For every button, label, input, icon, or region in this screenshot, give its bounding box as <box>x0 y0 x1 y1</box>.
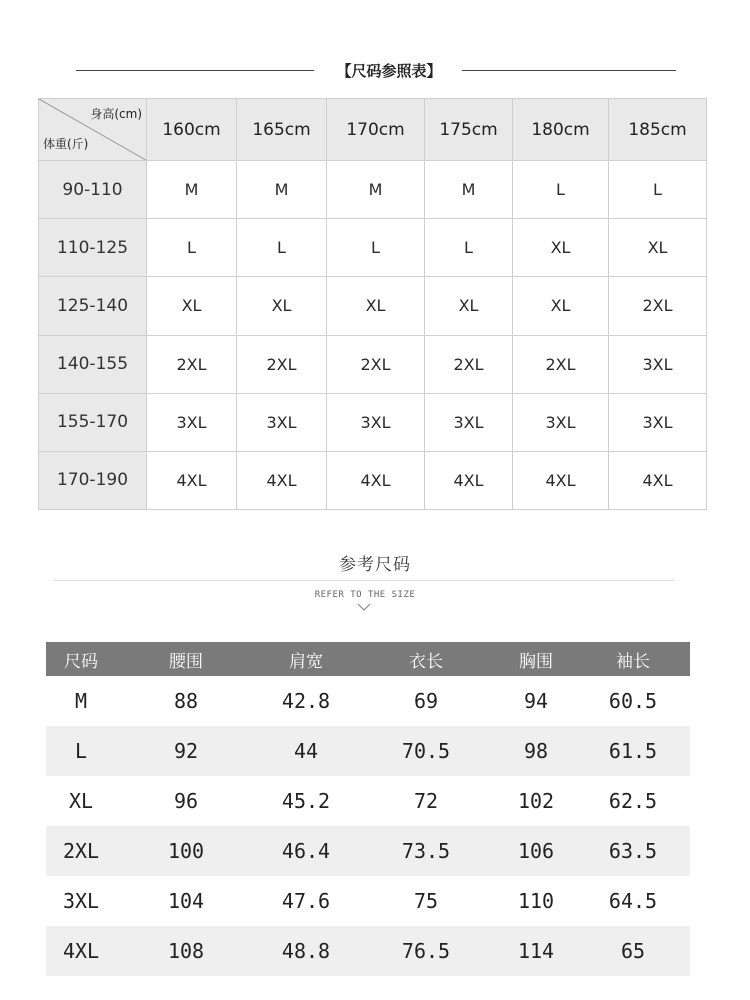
size-cell: M <box>327 161 425 219</box>
size-reference-table <box>38 98 707 510</box>
chest-value: 102 <box>517 789 555 813</box>
size-cell: XL <box>237 277 327 335</box>
waist-value: 88 <box>173 689 199 713</box>
length-value: 72 <box>413 789 439 813</box>
height-axis-label: 身高(cm) <box>90 107 142 121</box>
reference-size-title: 参考尺码 <box>339 555 411 575</box>
length-value: 70.5 <box>401 739 451 763</box>
size-cell: 2XL <box>237 335 327 393</box>
length-value: 75 <box>413 889 439 913</box>
size-cell: XL <box>513 277 609 335</box>
chest-value: 106 <box>517 839 555 863</box>
size-cell: 3XL <box>425 393 513 451</box>
size-cell: 2XL <box>609 277 707 335</box>
size-cell: L <box>147 219 237 277</box>
size-cell: 3XL <box>609 335 707 393</box>
table-row <box>46 826 690 876</box>
title-divider-right <box>462 70 676 71</box>
size-cell: 4XL <box>513 451 609 509</box>
table-row <box>46 876 690 926</box>
table-row <box>39 393 707 451</box>
size-label: XL <box>68 789 94 813</box>
weight-range: 125-140 <box>39 277 147 335</box>
height-header: 165cm <box>237 99 327 161</box>
size-cell: 3XL <box>513 393 609 451</box>
table-row <box>39 277 707 335</box>
size-label: 3XL <box>62 889 100 913</box>
size-cell: 3XL <box>327 393 425 451</box>
size-chart-title-row <box>76 58 676 84</box>
title-divider-left <box>76 70 314 71</box>
weight-range: 155-170 <box>39 393 147 451</box>
weight-range: 170-190 <box>39 451 147 509</box>
height-header: 180cm <box>513 99 609 161</box>
weight-range: 140-155 <box>39 335 147 393</box>
size-cell: 2XL <box>327 335 425 393</box>
shoulder-value: 42.8 <box>281 689 331 713</box>
size-cell: 4XL <box>425 451 513 509</box>
reference-divider <box>54 580 674 581</box>
chest-value: 94 <box>523 689 549 713</box>
table-row <box>46 726 690 776</box>
waist-value: 104 <box>167 889 205 913</box>
chest-value: 98 <box>523 739 549 763</box>
sleeve-value: 62.5 <box>608 789 658 813</box>
size-label: 4XL <box>62 939 100 963</box>
size-chart-title: 【尺码参照表】 <box>336 62 442 80</box>
sleeve-value: 64.5 <box>608 889 658 913</box>
size-cell: 4XL <box>327 451 425 509</box>
waist-value: 92 <box>173 739 199 763</box>
size-cell: XL <box>513 219 609 277</box>
sleeve-value: 61.5 <box>608 739 658 763</box>
shoulder-value: 46.4 <box>281 839 331 863</box>
chest-value: 110 <box>517 889 555 913</box>
table-row <box>39 219 707 277</box>
weight-range: 110-125 <box>39 219 147 277</box>
table-row <box>46 926 690 976</box>
sleeve-value: 63.5 <box>608 839 658 863</box>
waist-value: 108 <box>167 939 205 963</box>
waist-value: 100 <box>167 839 205 863</box>
size-cell: 4XL <box>237 451 327 509</box>
length-value: 76.5 <box>401 939 451 963</box>
column-header: 肩宽 <box>289 651 323 672</box>
weight-axis-label: 体重(斤) <box>43 137 89 152</box>
reference-size-subtitle: REFER TO THE SIZE <box>314 590 416 600</box>
size-cell: M <box>147 161 237 219</box>
chevron-down-icon <box>357 602 371 612</box>
column-header: 袖长 <box>616 651 650 672</box>
size-cell: M <box>237 161 327 219</box>
size-cell: XL <box>609 219 707 277</box>
size-cell: 2XL <box>513 335 609 393</box>
size-cell: L <box>513 161 609 219</box>
size-cell: L <box>237 219 327 277</box>
size-cell: L <box>425 219 513 277</box>
shoulder-value: 45.2 <box>281 789 331 813</box>
size-cell: XL <box>147 277 237 335</box>
height-header: 170cm <box>327 99 425 161</box>
chest-value: 114 <box>517 939 555 963</box>
size-cell: 2XL <box>147 335 237 393</box>
column-header: 腰围 <box>169 651 203 672</box>
size-label: 2XL <box>62 839 100 863</box>
size-cell: M <box>425 161 513 219</box>
table-row <box>39 161 707 219</box>
size-cell: 4XL <box>609 451 707 509</box>
size-cell: 3XL <box>147 393 237 451</box>
weight-range: 90-110 <box>39 161 147 219</box>
size-cell: 2XL <box>425 335 513 393</box>
size-cell: XL <box>425 277 513 335</box>
table-row <box>39 335 707 393</box>
column-header: 尺码 <box>64 651 98 672</box>
length-value: 73.5 <box>401 839 451 863</box>
measurement-header-row <box>46 642 690 676</box>
length-value: 69 <box>413 689 439 713</box>
measurement-table <box>46 642 690 976</box>
sleeve-value: 65 <box>620 939 646 963</box>
corner-cell <box>39 99 147 161</box>
shoulder-value: 44 <box>293 739 319 763</box>
table-row <box>39 451 707 509</box>
height-header: 185cm <box>609 99 707 161</box>
column-header: 衣长 <box>409 651 443 672</box>
table-row <box>46 776 690 826</box>
height-header: 160cm <box>147 99 237 161</box>
size-label: M <box>74 689 88 713</box>
shoulder-value: 48.8 <box>281 939 331 963</box>
size-cell: 4XL <box>147 451 237 509</box>
size-cell: 3XL <box>609 393 707 451</box>
height-header: 175cm <box>425 99 513 161</box>
size-label: L <box>74 739 88 763</box>
size-cell: L <box>609 161 707 219</box>
size-cell: XL <box>327 277 425 335</box>
size-cell: 3XL <box>237 393 327 451</box>
column-header: 胸围 <box>519 651 553 672</box>
table-row <box>46 676 690 726</box>
size-cell: L <box>327 219 425 277</box>
waist-value: 96 <box>173 789 199 813</box>
shoulder-value: 47.6 <box>281 889 331 913</box>
sleeve-value: 60.5 <box>608 689 658 713</box>
height-header-row <box>39 99 707 161</box>
